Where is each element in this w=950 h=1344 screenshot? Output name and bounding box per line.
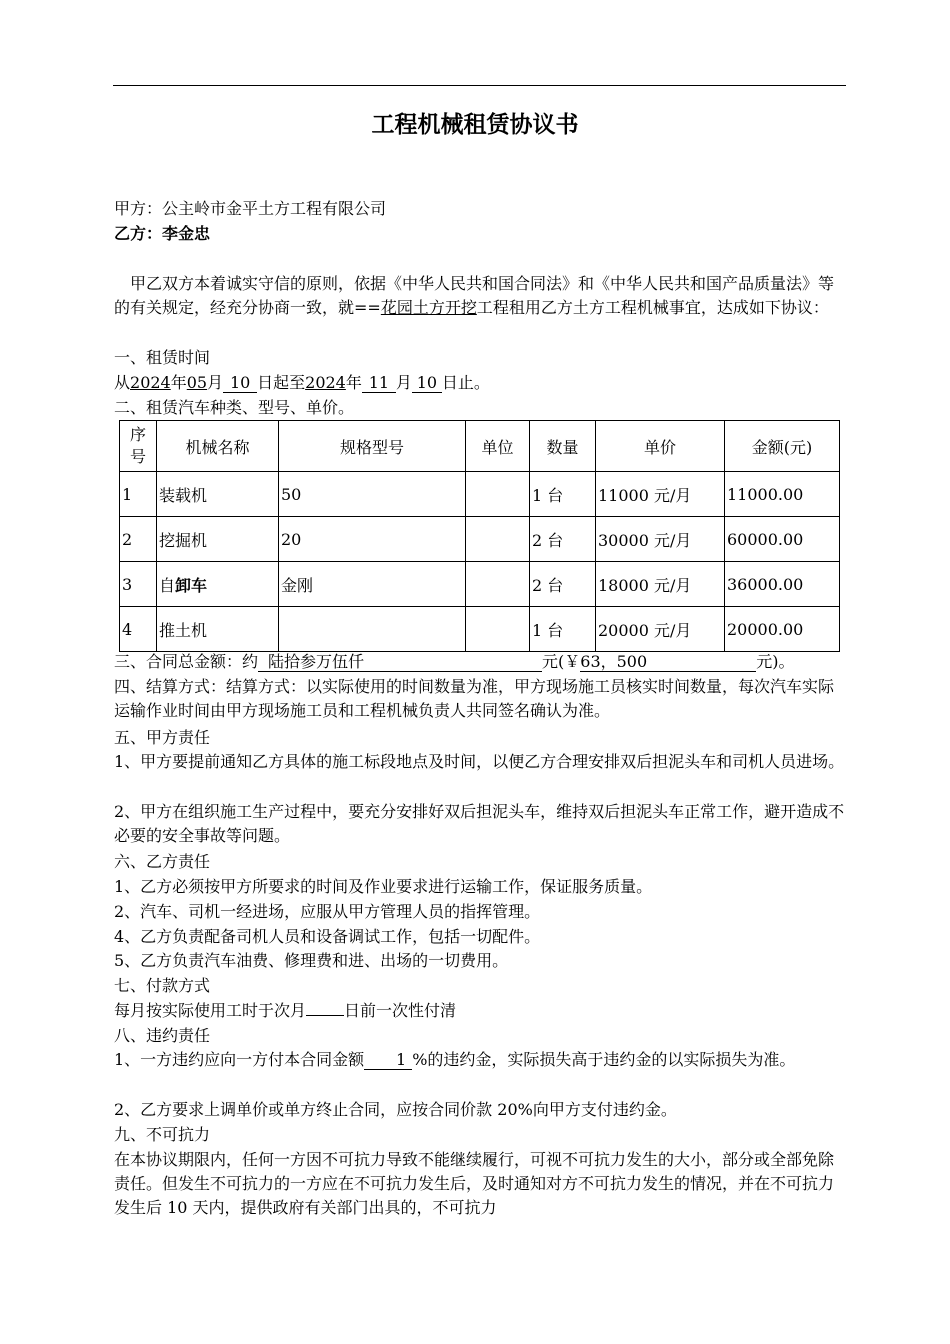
unit-price: 18000 元/月 — [596, 562, 725, 607]
penalty-text-after: %的违约金，实际损失高于违约金的以实际损失为准。 — [412, 1050, 796, 1069]
party-a-label: 甲方： — [114, 199, 163, 218]
table-row — [120, 607, 840, 652]
row-number: 4 — [120, 607, 157, 652]
section8-item2: 2、乙方要求上调单价或单方终止合同，应按合同价款 20%向甲方支付违约金。 — [114, 1100, 677, 1119]
table-header-row — [120, 421, 840, 472]
section9-heading: 九、不可抗力 — [114, 1125, 211, 1144]
header-cell: 单位 — [466, 421, 530, 472]
spec-model — [279, 607, 466, 652]
amount: 11000.00 — [725, 472, 840, 517]
spec-model: 50 — [279, 472, 466, 517]
table-row — [120, 562, 840, 607]
day-end-text: 日止。 — [441, 373, 490, 392]
section6-item2: 2、汽车、司机一经进场，应服从甲方管理人员的指挥管理。 — [114, 902, 541, 921]
header-cell: 序号 — [120, 421, 157, 472]
document-title: 工程机械租赁协议书 — [371, 112, 579, 138]
header-rule — [113, 85, 846, 86]
total-amount-words: 陆拾参万伍仟 — [258, 653, 542, 672]
machine-name: 挖掘机 — [157, 517, 279, 562]
total-suffix: 元)。 — [756, 652, 795, 671]
section7-heading: 七、付款方式 — [114, 976, 211, 995]
amount: 36000.00 — [725, 562, 840, 607]
project-name: 花园土方开挖 — [380, 298, 477, 317]
payment-text-after: 日前一次性付清 — [344, 1001, 457, 1020]
section7-payment — [114, 999, 456, 1023]
end-day: 10 — [412, 374, 442, 393]
month-text: 月 — [395, 373, 412, 392]
header-cell: 数量 — [530, 421, 596, 472]
machine-name: 装载机 — [157, 472, 279, 517]
unit — [466, 562, 530, 607]
section6-heading: 六、乙方责任 — [114, 852, 211, 871]
intro-text-before: 甲乙双方本着诚实守信的原则，依据《中华人民共和国合同法》和《中华人民共和国产品质量法》等的有关规定，经充分协商一致，就== — [114, 274, 835, 317]
total-prefix: 三、合同总金额：约 — [114, 652, 259, 671]
section5-item2: 2、甲方在组织施工生产过程中，要充分安排好双后担泥头车，维持双后担泥头车正常工作，避开造成不必要的安全事故等问题。 — [114, 802, 845, 845]
end-month: 11 — [362, 374, 396, 393]
end-year: 2024 — [305, 373, 346, 392]
section2-heading: 二、租赁汽车种类、型号、单价。 — [114, 398, 355, 417]
section5-item1: 1、甲方要提前通知乙方具体的施工标段地点及时间，以便乙方合理安排双后担泥头车和司机人员进场。 — [114, 752, 845, 771]
section6-item3: 4、乙方负责配备司机人员和设备调试工作，包括一切配件。 — [114, 927, 541, 946]
section5-heading: 五、甲方责任 — [114, 728, 211, 747]
row-number: 2 — [120, 517, 157, 562]
header-cell: 金额(元) — [725, 421, 840, 472]
payment-day-blank — [306, 1015, 344, 1016]
amount: 20000.00 — [725, 607, 840, 652]
amount: 60000.00 — [725, 517, 840, 562]
total-mid: 元(￥ — [542, 652, 581, 671]
total-amount-number: 63，500 — [580, 653, 756, 672]
section8-item1 — [114, 1048, 849, 1072]
row-number: 1 — [120, 472, 157, 517]
penalty-text-before: 1、一方违约应向一方付本合同金额 — [114, 1050, 365, 1069]
quantity: 2 台 — [530, 517, 596, 562]
section6-item4: 5、乙方负责汽车油费、修理费和进、出场的一切费用。 — [114, 951, 509, 970]
unit — [466, 472, 530, 517]
section4-settlement: 四、结算方式：结算方式：以实际使用的时间数量为准，甲方现场施工员核实时间数量，每次汽车实际运输作业时间由甲方现场施工员和工程机械负责人共同签名确认为准。 — [114, 677, 835, 720]
year-text: 年 — [345, 373, 362, 392]
start-day: 10 — [223, 374, 257, 393]
party-b-label: 乙方： — [114, 224, 163, 243]
unit-price: 30000 元/月 — [596, 517, 725, 562]
rental-period — [114, 371, 490, 395]
rental-table — [119, 420, 840, 652]
quantity: 1 台 — [530, 472, 596, 517]
start-month: 05 — [186, 373, 208, 392]
year-text: 年 — [170, 373, 187, 392]
table-row — [120, 517, 840, 562]
table-row — [120, 472, 840, 517]
intro-text-after: 工程租用乙方土方工程机械事宜，达成如下协议： — [476, 298, 829, 317]
unit — [466, 607, 530, 652]
quantity: 2 台 — [530, 562, 596, 607]
unit-price: 11000 元/月 — [596, 472, 725, 517]
intro-paragraph — [114, 272, 849, 320]
machine-name: 自卸车 — [157, 562, 279, 607]
section1-heading: 一、租赁时间 — [114, 348, 211, 367]
header-cell: 机械名称 — [157, 421, 279, 472]
row-number: 3 — [120, 562, 157, 607]
section9-text: 在本协议期限内，任何一方因不可抗力导致不能继续履行，可视不可抗力发生的大小，部分或全部免除责任。但发生不可抗力的一方应在不可抗力发生后，及时通知对方不可抗力发生的情况，并在不可抗力发生后 10 天内，提供政府有关部门出具的，不可抗力 — [114, 1150, 835, 1217]
total-amount-line — [114, 650, 795, 674]
party-a-line — [114, 197, 386, 221]
party-b-name: 李金忠 — [162, 224, 211, 243]
spec-model: 20 — [279, 517, 466, 562]
header-cell: 规格型号 — [279, 421, 466, 472]
period-from-text: 从 — [114, 373, 131, 392]
header-cell: 单价 — [596, 421, 725, 472]
unit — [466, 517, 530, 562]
party-a-name: 公主岭市金平土方工程有限公司 — [162, 199, 387, 218]
month-text: 月 — [207, 373, 224, 392]
machine-name: 推土机 — [157, 607, 279, 652]
penalty-rate: 1 — [364, 1051, 412, 1070]
section8-heading: 八、违约责任 — [114, 1026, 211, 1045]
section6-item1: 1、乙方必须按甲方所要求的时间及作业要求进行运输工作，保证服务质量。 — [114, 877, 653, 896]
day-to-text: 日起至 — [257, 373, 306, 392]
spec-model: 金刚 — [279, 562, 466, 607]
unit-price: 20000 元/月 — [596, 607, 725, 652]
start-year: 2024 — [130, 373, 171, 392]
quantity: 1 台 — [530, 607, 596, 652]
payment-text-before: 每月按实际使用工时于次月 — [114, 1001, 307, 1020]
party-b-line — [114, 222, 210, 246]
